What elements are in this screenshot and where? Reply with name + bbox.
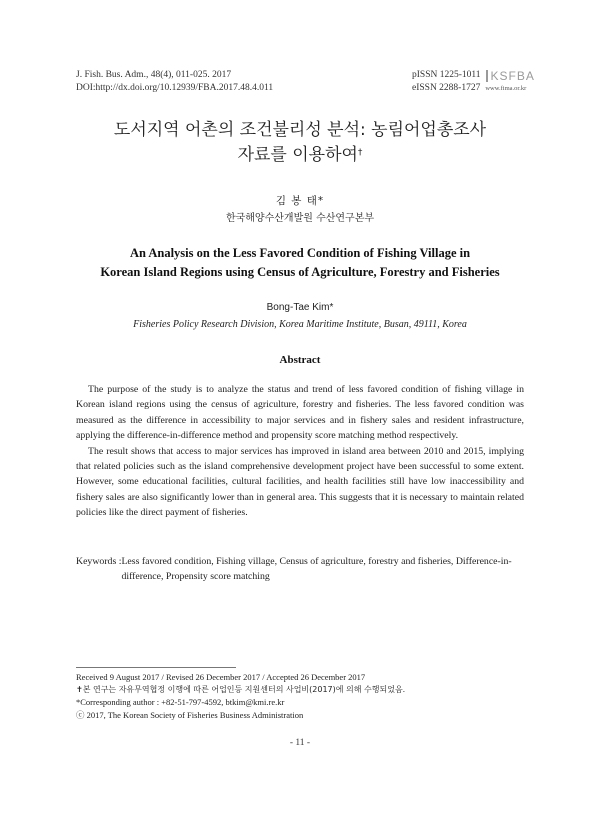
- copyright-note: ⓒ 2017, The Korean Society of Fisheries Business Administration: [76, 709, 304, 720]
- korean-author: 김 봉 태*: [275, 195, 325, 207]
- footnote-divider: [76, 667, 236, 668]
- eissn: eISSN 2288-1727: [412, 83, 481, 93]
- corresponding-author: *Corresponding author : +82-51-797-4592, btkim@kmi.re.kr: [76, 697, 285, 707]
- english-title-line2: Korean Island Regions using Census of Agriculture, Forestry and Fisheries: [100, 265, 500, 279]
- abstract-paragraph-2: The result shows that access to major services has improved in island area between 2010 and 2015, implying that related policies such as the island comprehensive development project have been successful to some extent. However, some educational facilities, cultural facilities, and health facilities still have low inaccessibility and fishery sales are also significantly lower than in general area. This suggests that it is necessary to maintain related policies like the direct payment of fisheries.: [76, 445, 524, 519]
- footnotes: [76, 671, 536, 721]
- english-author: Bong-Tae Kim*: [266, 302, 334, 313]
- journal-citation: [76, 69, 273, 95]
- keywords-text: Less favored condition, Fishing village, Census of agriculture, forestry and fisheries, Difference-in-difference, Propensity score matching: [121, 556, 512, 582]
- funding-note: ✝본 연구는 자유무역협정 이행에 따른 어업인등 지원센터의 사업비(2017)에 의해 수행되었음.: [76, 684, 406, 694]
- abstract-body: [76, 382, 524, 521]
- received-dates: Received 9 August 2017 / Revised 26 December 2017 / Accepted 26 December 2017: [76, 672, 366, 682]
- pissn: pISSN 1225-1011: [412, 70, 481, 80]
- english-title-line1: An Analysis on the Less Favored Condition of Fishing Village in: [129, 246, 471, 260]
- korean-title-line2: 자료를 이용하여: [237, 145, 358, 165]
- abstract-heading: Abstract: [279, 354, 321, 366]
- korean-affiliation: 한국해양수산개발원 수산연구본부: [225, 213, 375, 224]
- english-affiliation: Fisheries Policy Research Division, Korea Maritime Institute, Busan, 49111, Korea: [133, 319, 467, 330]
- keywords: [76, 554, 528, 584]
- korean-title-line1: 도서지역 어촌의 조건불리성 분석: 농림어업총조사: [113, 120, 487, 140]
- keywords-label: Keywords :: [76, 556, 122, 567]
- issn-block: [412, 69, 535, 95]
- english-title: [0, 244, 600, 282]
- title-dagger: †: [357, 148, 363, 158]
- abstract-paragraph-1: The purpose of the study is to analyze the status and trend of less favored condition of fishing village in Korean island regions using the census of agriculture, forestry and fisheries. The less favored condition was measured as the difference in accessibility to major services and in fishery sales and resident infrastructure, applying the difference-in-difference method and propensity score matching method respectively.: [76, 384, 524, 442]
- doi-line: DOI:http://dx.doi.org/10.12939/FBA.2017.48.4.011: [76, 83, 274, 93]
- journal-website: www.fima.or.kr: [485, 85, 527, 92]
- journal-line: J. Fish. Bus. Adm., 48(4), 011-025. 2017: [76, 70, 232, 80]
- page-number: - 11 -: [289, 738, 311, 748]
- korean-title: [0, 118, 600, 168]
- ksfba-logo: KSFBA: [486, 70, 535, 82]
